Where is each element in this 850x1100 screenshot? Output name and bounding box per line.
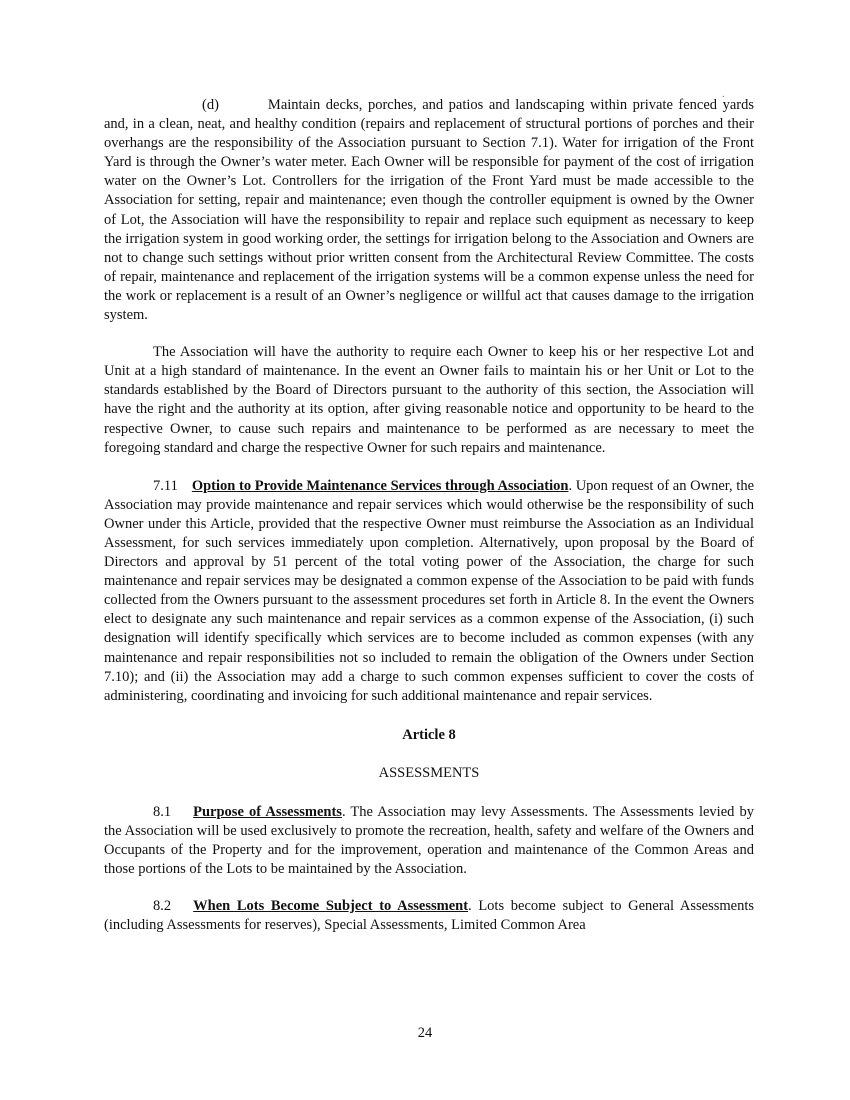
article-title: ASSESSMENTS	[378, 764, 480, 781]
section-8-2-title: When Lots Become Subject to Assessment	[193, 898, 469, 915]
paragraph-authority	[104, 343, 754, 458]
section-7-11-title: Option to Provide Maintenance Services through Association	[191, 477, 569, 494]
section-8-1-title: Purpose of Assessments	[193, 803, 342, 820]
section-7-11	[104, 477, 754, 706]
paragraph-d-text: Maintain decks, porches, and patios and landscaping within private fenced yards and, in a clean, neat, and healthy condition (repairs and replacement of structural portions of porches and their overhangs are the responsibility of the Association pursuant to Section 7.1). Water for irrigation of the Front Yard is through the Owner’s water meter. Each Owner will be responsible for payment of the cost of irrigation water on the Owner’s Lot. Controllers for the irrigation of the Front Yard must be made accessible to the Association for setting, repair and maintenance; even though the controller equipment is owned by the Owner of Lot, the Association will have the responsibility to repair and replace such equipment as necessary to keep the irrigation system in good working order, the settings for irrigation belong to the Association and Owners are not to change such settings without prior written consent from the Architectural Review Committee. The costs of repair, maintenance and replacement of the irrigation systems will be a common expense unless the need for the work or replacement is a result of an Owner’s negligence or willful act that causes damage to the irrigation system.	[104, 97, 754, 324]
section-7-11-number: 7.11	[153, 477, 178, 494]
section-8-1-text: . The Association may levy Assessments. The Assessments levied by the Association will be used exclusively to promote the recreation, health, safety and welfare of the Owners and Occupants of the Property and for the improvement, operation and maintenance of the Common Areas and those portions of the Lots to be maintained by the Association.	[104, 803, 754, 878]
article-heading: Article 8	[402, 726, 456, 743]
section-8-1-number: 8.1	[153, 803, 172, 820]
stray-mark: .	[722, 88, 725, 100]
section-7-11-text: . Upon request of an Owner, the Association may provide maintenance and repair services which would otherwise be the responsibility of such Owner under this Article, provided that the respective Owner must reimburse the Association as an Individual Assessment, for such services immediately upon completion. Alternatively, upon proposal by the Board of Directors and approval by 51 percent of the total voting power of the Association, the charge for such maintenance and repair services may be designated a common expense of the Association to be paid with funds collected from the Owners pursuant to the assessment procedures set forth in Article 8. In the event the Owners elect to designate any such maintenance and repair services as a common expense of the Association, (i) such designation will identify specifically which services are to become included as common expenses (with any maintenance and repair responsibilities not so included to remain the obligation of the Owners under Section 7.10); and (ii) the Association may add a charge to such common expenses sufficient to cover the costs of administering, coordinating and invoicing for such additional maintenance and repair services.	[104, 477, 755, 704]
section-8-2	[104, 897, 754, 935]
section-8-1	[104, 803, 754, 879]
paragraph-d-label: (d)	[202, 97, 219, 113]
page-number: 24	[417, 1025, 433, 1041]
paragraph-authority-text: The Association will have the authority to require each Owner to keep his or her respective Lot and Unit at a high standard of maintenance. In the event an Owner fails to maintain his or her Unit or Lot to the standards established by the Board of Directors pursuant to the authority of this section, the Association will have the right and the authority at its option, after giving reasonable notice and opportunity to be heard to the respective Owner, to cause such repairs and maintenance to be performed as are necessary to meet the foregoing standard and charge the respective Owner for such repairs and maintenance.	[104, 344, 754, 456]
paragraph-d	[104, 96, 754, 325]
document-page	[104, 96, 754, 935]
section-8-2-text: . Lots become subject to General Assessments (including Assessments for reserves), Special Assessments, Limited Common Area	[104, 898, 754, 934]
section-8-2-number: 8.2	[153, 898, 172, 915]
